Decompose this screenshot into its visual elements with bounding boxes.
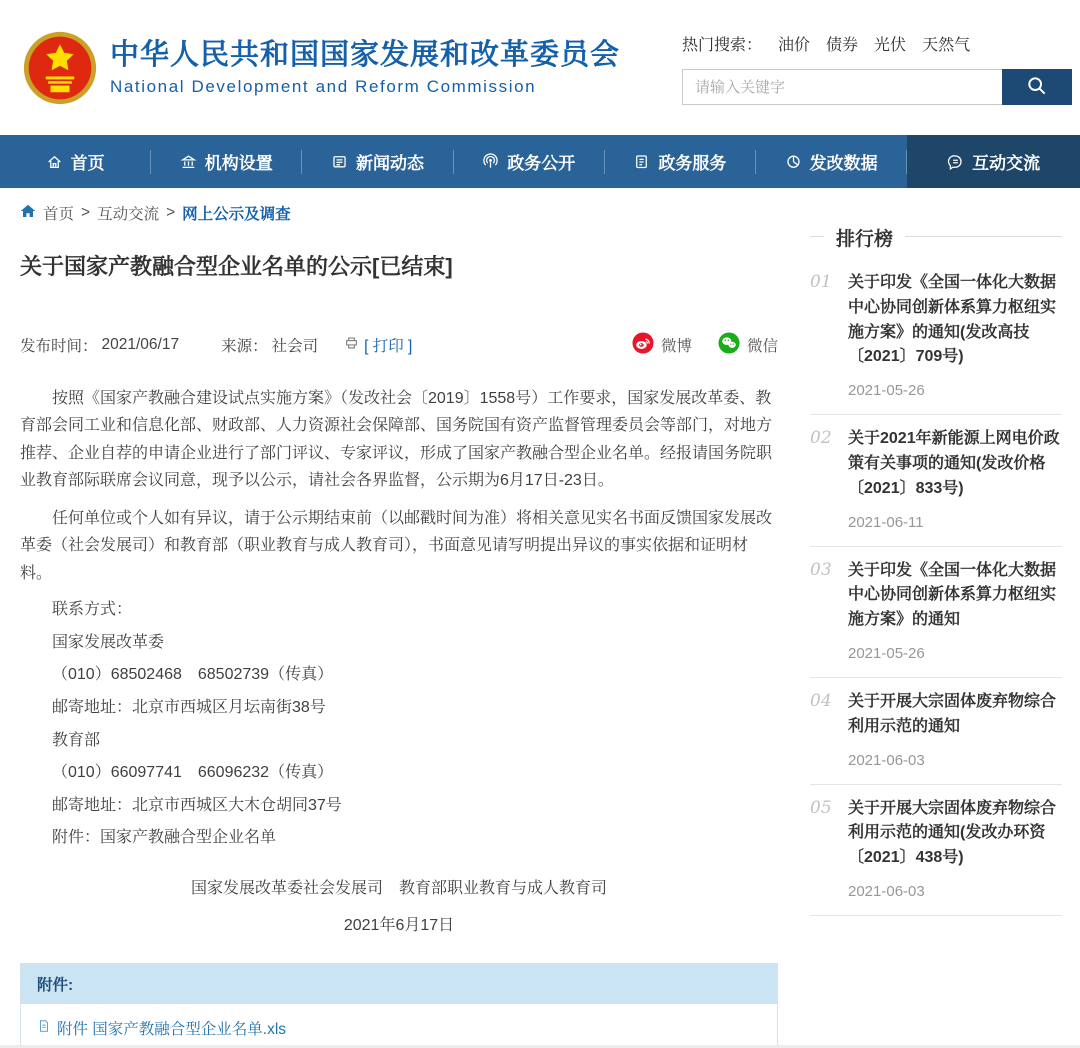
pie-chart-icon [785, 153, 802, 170]
article-body [20, 385, 778, 935]
contact-line: （010）66097741 66096232（传真） [52, 764, 334, 782]
nav-label: 新闻动态 [356, 154, 424, 173]
file-icon [37, 1019, 51, 1038]
breadcrumb-item-interaction[interactable]: 互动交流 [97, 206, 160, 223]
article-paragraph: 按照《国家产教融合建设试点实施方案》（发改社会〔2019〕1558号）工作要求，国家发展改革委、教育部会同工业和信息化部、财政部、人力资源社会保障部、国务院国有资产监督管理委员会等部门，对地方推荐、企业自荐的申请企业进行了部门评议、专家评议，形成了国家产教融合型企业名单。经报请国务院职业教育部际联席会议同意，现予以公示，请社会各界监督，公示期为6月17日-23日。 [20, 389, 773, 490]
attachment-body [21, 1004, 777, 1048]
site-title-en: National Development and Reform Commission [110, 76, 537, 96]
ranking-title: 排行榜 [824, 224, 905, 251]
publish-time [20, 334, 179, 356]
ranking-item[interactable] [810, 415, 1062, 546]
ranking-number: 04 [810, 690, 832, 711]
national-emblem-icon [22, 30, 98, 106]
publish-label: 发布时间： [20, 338, 98, 356]
publish-date: 2021/06/17 [101, 336, 180, 354]
ranking-item-title[interactable]: 关于开展大宗固体废弃物综合利用示范的通知 [848, 692, 1057, 735]
weibo-icon [632, 332, 654, 359]
breadcrumb-item-home[interactable]: 首页 [43, 206, 75, 223]
attachment-link[interactable] [37, 1017, 286, 1039]
nav-item-ndrc-data[interactable] [756, 135, 906, 188]
broadcast-icon [482, 153, 499, 170]
ranking-item-title[interactable]: 关于2021年新能源上网电价政策有关事项的通知(发改价格〔2021〕833号) [848, 430, 1060, 497]
main-nav [0, 135, 1080, 188]
search-bar [682, 69, 1072, 105]
nav-label: 机构设置 [204, 154, 273, 173]
share-wechat-label: 微信 [746, 338, 778, 356]
ranking-item[interactable] [810, 678, 1062, 785]
share-wechat[interactable] [718, 332, 778, 359]
nav-label: 互动交流 [972, 154, 1041, 173]
nav-label: 发改数据 [809, 154, 878, 173]
wechat-icon [718, 332, 740, 359]
article-source [221, 334, 318, 356]
contact-line: 联系方式： [52, 601, 133, 619]
source-label: 来源： [221, 338, 268, 356]
nav-item-gov-openness[interactable] [454, 135, 604, 188]
ranking-item-title[interactable]: 关于印发《全国一体化大数据中心协同创新体系算力枢纽实施方案》的通知 [848, 561, 1057, 629]
content-wrap [0, 188, 1080, 1048]
ranking-item-date: 2021-05-26 [848, 644, 925, 662]
breadcrumb-separator: > [166, 204, 176, 221]
site-brand[interactable] [22, 30, 620, 106]
search-input[interactable] [682, 69, 1002, 105]
nav-item-interaction[interactable] [907, 135, 1080, 188]
nav-item-organization[interactable] [151, 135, 301, 188]
home-icon [46, 153, 63, 170]
hot-search-term-pv[interactable]: 光伏 [874, 37, 907, 54]
hot-search-term-oil[interactable]: 油价 [778, 37, 811, 54]
nav-label: 首页 [70, 154, 105, 173]
share-weibo-label: 微博 [660, 338, 692, 356]
breadcrumb-separator: > [81, 204, 91, 221]
contact-line: 附件：国家产教融合型企业名单 [52, 829, 277, 847]
ranking-item-date: 2021-06-03 [848, 882, 925, 900]
contact-line: 邮寄地址：北京市西城区月坛南街38号 [52, 699, 326, 717]
nav-label: 政务公开 [507, 154, 576, 173]
article-title: 关于国家产教融合型企业名单的公示[已结束] [20, 254, 453, 279]
ranking-item-title[interactable]: 关于印发《全国一体化大数据中心协同创新体系算力枢纽实施方案》的通知(发改高技〔2021〕709号) [848, 274, 1057, 366]
attachment-box [20, 963, 778, 1048]
article-column [20, 200, 778, 1048]
share-bar [632, 332, 778, 359]
hot-search-label: 热门搜索： [682, 37, 763, 54]
search-button[interactable] [1002, 69, 1072, 105]
hot-search [682, 32, 1072, 55]
ranking-item-date: 2021-06-11 [848, 513, 924, 531]
print-label: [ 打印 ] [364, 338, 413, 356]
bank-icon [180, 153, 197, 170]
printer-icon [344, 335, 359, 355]
ranking-number: 01 [810, 272, 832, 292]
contact-line: 教育部 [52, 731, 101, 749]
ranking-item[interactable] [810, 259, 1062, 415]
nav-label: 政务服务 [658, 154, 727, 173]
site-header [0, 0, 1080, 135]
source-value: 社会司 [271, 338, 319, 356]
nav-item-home[interactable] [0, 135, 150, 188]
ranking-item[interactable] [810, 785, 1062, 916]
brand-text [110, 39, 620, 96]
hot-search-term-gas[interactable]: 天然气 [922, 37, 971, 54]
ranking-item-date: 2021-05-26 [848, 382, 925, 400]
print-button[interactable] [344, 334, 412, 356]
ranking-number: 02 [810, 428, 832, 449]
chat-icon [947, 153, 964, 170]
ranking-list [810, 259, 1062, 916]
article-meta [20, 332, 778, 359]
contact-line: （010）68502468 68502739（传真） [52, 666, 334, 684]
ranking-number: 05 [810, 797, 832, 818]
ranking-item-title[interactable]: 关于开展大宗固体废弃物综合利用示范的通知(发改办环资〔2021〕438号) [848, 799, 1057, 867]
news-icon [331, 153, 348, 170]
search-area [682, 32, 1072, 105]
share-weibo[interactable] [632, 332, 692, 359]
nav-item-news[interactable] [302, 135, 452, 188]
ranking-sidebar [810, 200, 1062, 916]
breadcrumb-item-current[interactable]: 网上公示及调查 [182, 206, 291, 223]
ranking-number: 03 [810, 559, 832, 580]
hot-search-term-bond[interactable]: 债券 [826, 37, 859, 54]
nav-item-gov-services[interactable] [605, 135, 755, 188]
ranking-item[interactable] [810, 547, 1062, 678]
ranking-item-date: 2021-06-03 [848, 751, 925, 769]
contact-line: 国家发展改革委 [52, 633, 165, 651]
breadcrumb-home-icon [20, 203, 36, 224]
ranking-box [810, 229, 1062, 916]
document-icon [633, 153, 650, 170]
contact-line: 邮寄地址：北京市西城区大木仓胡同37号 [52, 796, 342, 814]
attachment-header: 附件: [21, 964, 777, 1004]
site-title-cn: 中华人民共和国国家发展和改革委员会 [110, 39, 621, 72]
signature-date: 2021年6月17日 [343, 917, 455, 935]
search-icon [1026, 75, 1048, 100]
attachment-link-text: 附件 国家产教融合型企业名单.xls [57, 1021, 287, 1039]
article-paragraph: 任何单位或个人如有异议，请于公示期结束前（以邮戳时间为准）将相关意见实名书面反馈国家发展改革委（社会发展司）和教育部（职业教育与成人教育司），书面意见请写明提出异议的事实依据和证明材料。 [20, 509, 773, 582]
signature: 国家发展改革委社会发展司 教育部职业教育与成人教育司 [190, 880, 607, 898]
breadcrumb [20, 202, 778, 224]
